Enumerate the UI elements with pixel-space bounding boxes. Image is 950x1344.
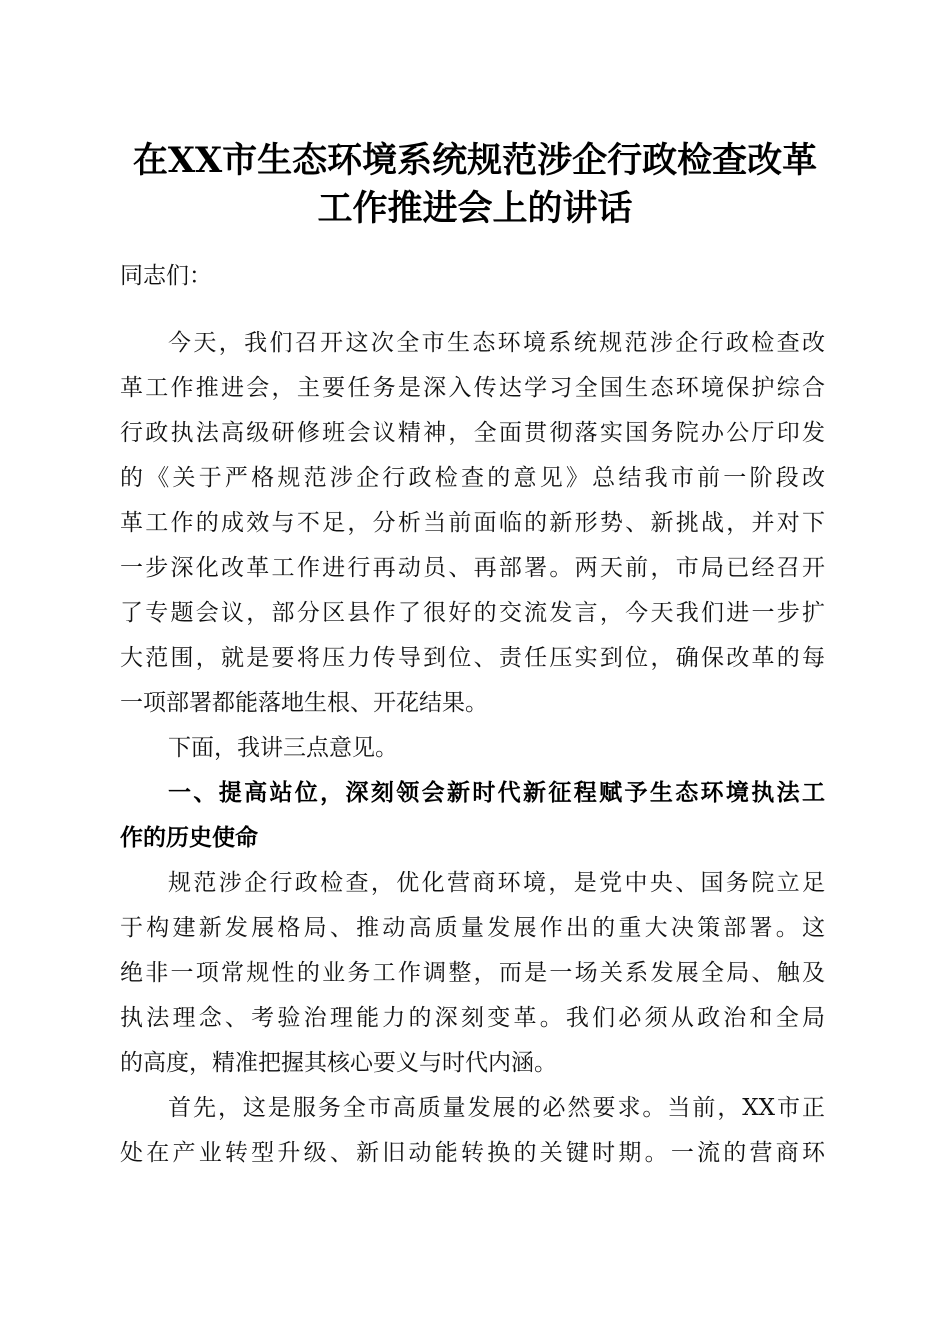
paragraph-line: 行政执法高级研修班会议精神，全面贯彻落实国务院办公厅印发 (120, 420, 825, 446)
salutation: 同志们： (120, 263, 212, 289)
paragraph-line: 一项部署都能落地生根、开花结果。 (120, 690, 488, 716)
paragraph-line: 的《关于严格规范涉企行政检查的意见》总结我市前一阶段改 (120, 465, 825, 491)
paragraph-line: 于构建新发展格局、推动高质量发展作出的重大决策部署。这 (120, 915, 825, 941)
section-heading-line: 作的历史使命 (120, 825, 258, 851)
paragraph-line: 大范围，就是要将压力传导到位、责任压实到位，确保改革的每 (120, 645, 825, 671)
paragraph-line: 绝非一项常规性的业务工作调整，而是一场关系发展全局、触及 (120, 960, 825, 986)
paragraph-line: 革工作推进会，主要任务是深入传达学习全国生态环境保护综合 (120, 375, 825, 401)
document-title-line-1: 在XX市生态环境系统规范涉企行政检查改革 (132, 140, 818, 181)
document-title-line-2: 工作推进会上的讲话 (317, 188, 633, 229)
paragraph-line: 处在产业转型升级、新旧动能转换的关键时期。一流的营商环 (120, 1140, 825, 1166)
paragraph-line: 首先，这是服务全市高质量发展的必然要求。当前，XX市正 (168, 1095, 825, 1121)
paragraph-line: 的高度，精准把握其核心要义与时代内涵。 (120, 1050, 557, 1076)
paragraph-line: 了专题会议，部分区县作了很好的交流发言，今天我们进一步扩 (120, 600, 825, 626)
section-heading-line: 一、提高站位，深刻领会新时代新征程赋予生态环境执法工 (168, 780, 825, 806)
paragraph-line: 下面，我讲三点意见。 (168, 735, 398, 761)
paragraph-line: 今天，我们召开这次全市生态环境系统规范涉企行政检查改 (168, 330, 825, 356)
paragraph-line: 执法理念、考验治理能力的深刻变革。我们必须从政治和全局 (120, 1005, 825, 1031)
paragraph-line: 规范涉企行政检查，优化营商环境，是党中央、国务院立足 (168, 870, 825, 896)
paragraph-line: 一步深化改革工作进行再动员、再部署。两天前，市局已经召开 (120, 555, 825, 581)
paragraph-line: 革工作的成效与不足，分析当前面临的新形势、新挑战，并对下 (120, 510, 825, 536)
